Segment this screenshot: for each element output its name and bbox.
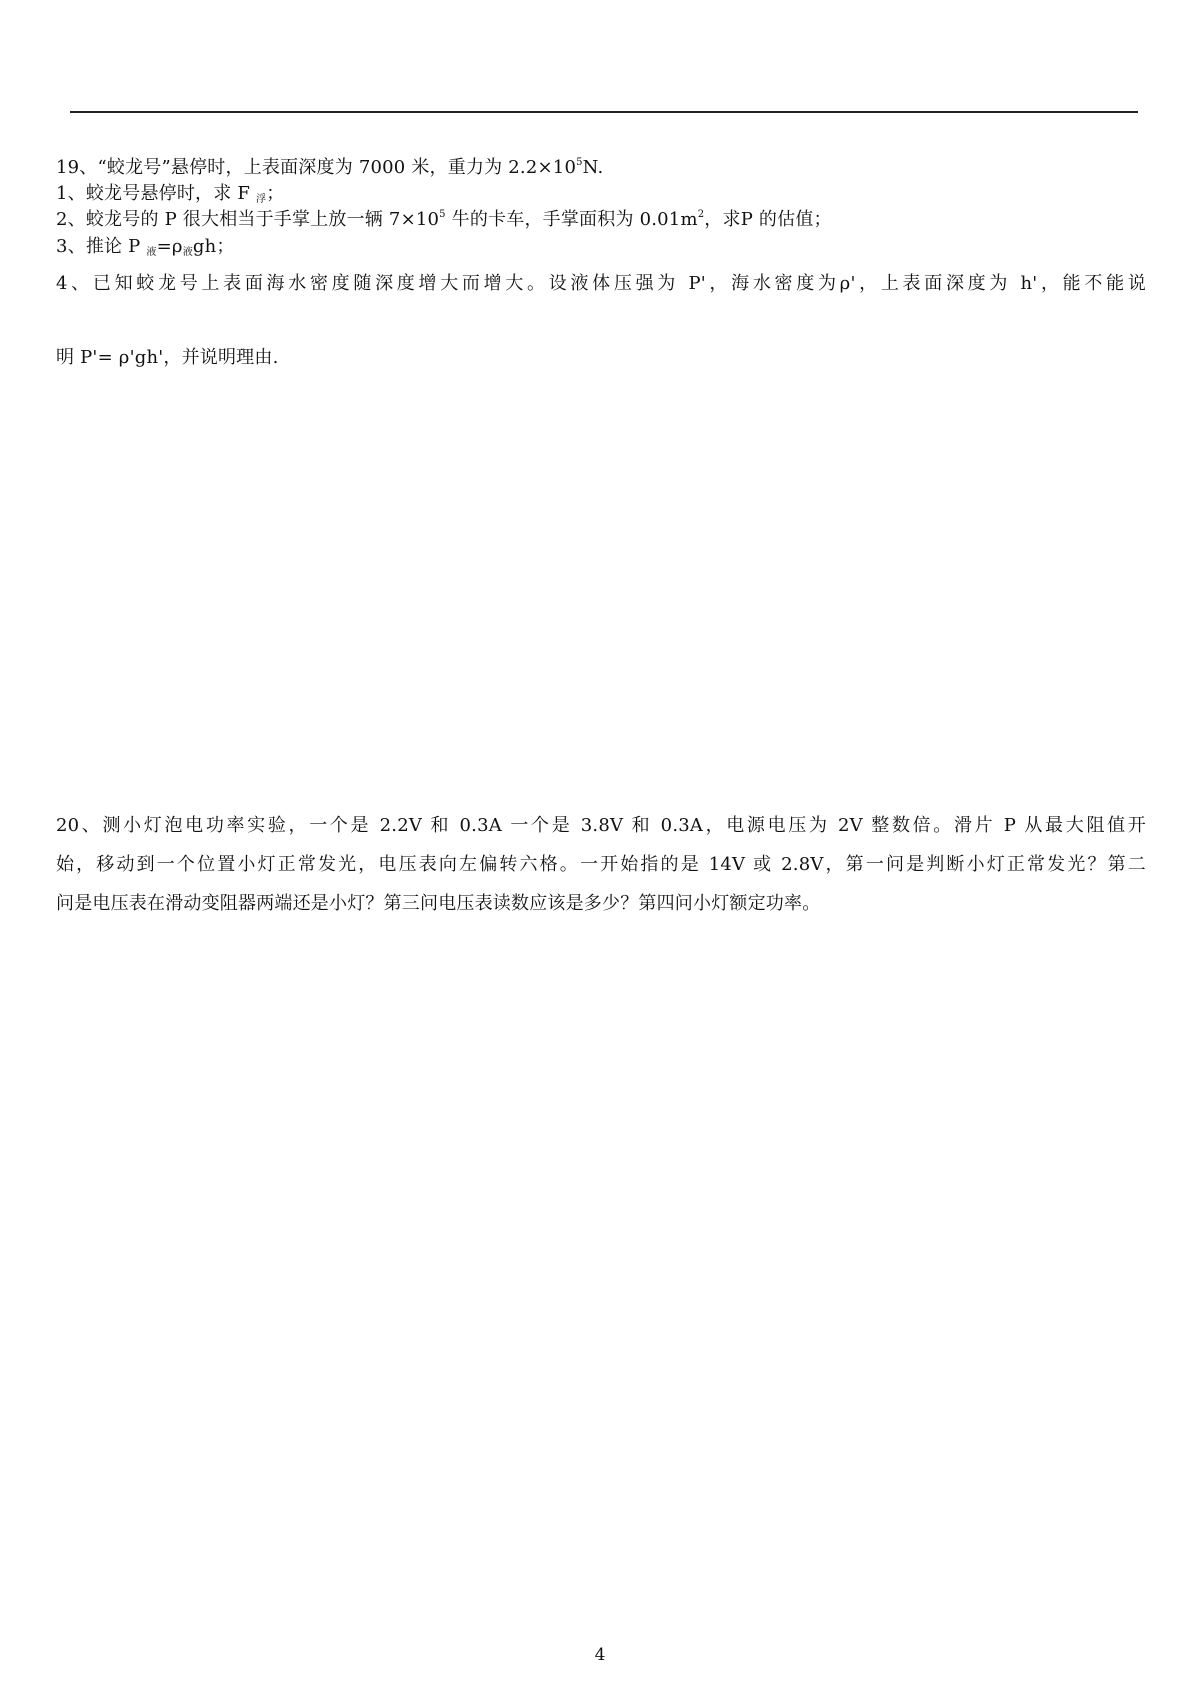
page-number: 4: [594, 1645, 606, 1665]
q19-item1-text: 1、蛟龙号悬停时，求 F: [56, 183, 256, 204]
q19-title-unit: N.: [582, 157, 604, 178]
q19-exponent: 5: [576, 157, 583, 168]
q19-item2-text: 2、蛟龙号的 P 很大相当于手掌上放一辆 7×10: [56, 209, 440, 230]
question-19-item-4-line-2: 明 P'= ρ'gh'，并说明理由.: [56, 347, 279, 368]
q19-item3-subscript-2: 液: [182, 247, 193, 258]
question-20-line-3: 问是电压表在滑动变阻器两端还是小灯？第三问电压表读数应该是多少？第四问小灯额定功率。: [56, 893, 821, 914]
q19-item2-area-exponent: 2: [697, 209, 705, 220]
q19-item1-subscript: 浮: [255, 194, 267, 205]
question-20-line-2: 始，移动到一个位置小灯正常发光，电压表向左偏转六格。一开始指的是 14V 或 2.8V，第一问是判断小灯正常发光？第二: [56, 854, 1146, 875]
q19-item2-exponent: 5: [439, 209, 446, 220]
q19-title-text: 19、“蛟龙号”悬停时，上表面深度为 7000 米，重力为 2.2×10: [56, 157, 577, 178]
question-19-item-2: [56, 208, 832, 232]
header-rule: [70, 111, 1138, 113]
q19-item1-end: ；: [266, 183, 285, 204]
q19-item2-end: ，求P 的估值；: [704, 209, 832, 230]
question-19-item-3: [56, 235, 235, 259]
q19-item3-middle: =ρ: [156, 236, 183, 257]
question-19-item-4-line-1: 4、已知蛟龙号上表面海水密度随深度增大而增大。设液体压强为 P'，海水密度为ρ'，上表面深度为 h'，能不能说: [56, 273, 1146, 294]
q19-item3-end: gh；: [192, 236, 235, 257]
question-19-title: [56, 156, 603, 180]
q19-item3-subscript-1: 液: [146, 247, 157, 258]
q19-item2-middle: 牛的卡车，手掌面积为 0.01m: [445, 209, 698, 230]
question-19-item-1: [56, 182, 284, 206]
q19-item3-text: 3、推论 P: [56, 236, 147, 257]
question-20-line-1: 20、测小灯泡电功率实验，一个是 2.2V 和 0.3A 一个是 3.8V 和 0.3A，电源电压为 2V 整数倍。滑片 P 从最大阻值开: [56, 815, 1146, 836]
